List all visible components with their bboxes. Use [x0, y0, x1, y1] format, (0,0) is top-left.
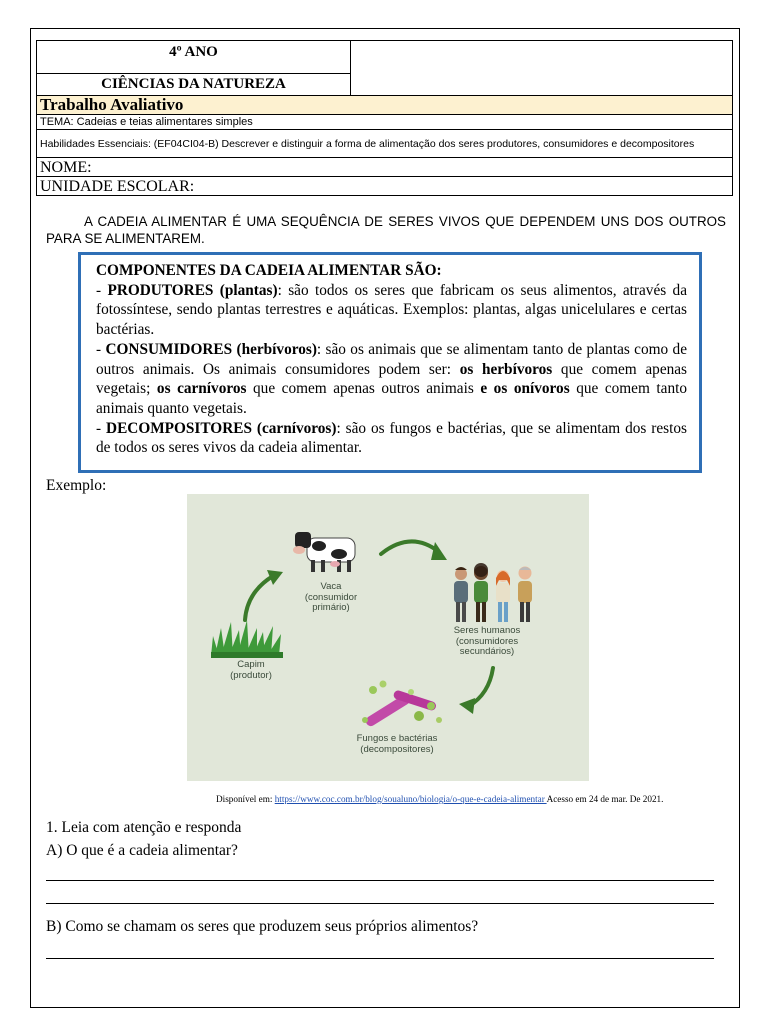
grass-icon: [211, 620, 283, 658]
decompositores-text: : são os fungos e bactérias, que se alimentam dos restos de todos os seres vivos da cadeia alimentar.: [96, 419, 687, 457]
grass-role: (produtor): [230, 669, 272, 681]
source-suffix: Acesso em 24 de mar. De 2021.: [546, 794, 664, 804]
carnivoros-label: os carnívoros: [156, 380, 247, 398]
header-blank-cell: [351, 41, 733, 96]
fungi-role: (decompositores): [360, 743, 434, 755]
answer-line-a-1[interactable]: [46, 880, 714, 881]
source-link[interactable]: https://www.coc.com.br/blog/soualuno/biologia/o-que-e-cadeia-alimentar: [274, 794, 547, 804]
question-a: A) O que é a cadeia alimentar?: [46, 842, 238, 859]
name-field[interactable]: [37, 158, 733, 177]
cow-name: Vaca: [320, 581, 342, 592]
question-b: B) Como se chamam os seres que produzem seus próprios alimentos?: [46, 918, 479, 935]
carnivoros-text: que comem apenas outros animais: [246, 380, 481, 398]
question-1-heading: 1. Leia com atenção e responda: [46, 819, 242, 836]
grass-caption: [191, 660, 311, 681]
fungi-bacteria-icon: [362, 681, 442, 728]
humans-name: Seres humanos: [453, 625, 521, 636]
produtores-paragraph: - PRODUTORES (plantas): são todos os seres que fabricam os seus alimentos, através da fotossíntese, sendo plantas terrestres e aquáticas. Exemplos: plantas, algas unicelulares e certas bactérias.: [96, 281, 687, 339]
answer-line-a-2[interactable]: [46, 903, 714, 904]
school-unit-label: UNIDADE ESCOLAR:: [40, 177, 195, 195]
cow-role-line-2: primário): [312, 602, 350, 613]
subject-cell: [37, 74, 351, 96]
decompositores-paragraph: - DECOMPOSITORES (carnívoros): são os fungos e bactérias, que se alimentam dos restos de todos os seres vivos da cadeia alimentar.: [96, 419, 687, 457]
food-chain-figure: [187, 494, 589, 781]
tema-cell: [37, 115, 733, 130]
grade: 4º ANO: [169, 44, 218, 60]
cow-role-line-1: (consumidor: [304, 591, 358, 603]
decompositores-label: DECOMPOSITORES (carnívoros): [106, 419, 337, 437]
arrow-cow-to-humans-icon: [381, 541, 439, 554]
components-title: COMPONENTES DA CADEIA ALIMENTAR SÃO:: [96, 262, 442, 279]
cow-caption: [271, 582, 391, 614]
source-prefix: Disponível em:: [216, 794, 275, 804]
intro-paragraph: A CADEIA ALIMENTAR É UMA SEQUÊNCIA DE SERES VIVOS QUE DEPENDEM UNS DOS OUTROS PARA SE ALIMENTAREM.: [46, 214, 726, 246]
skills-cell: [37, 130, 733, 158]
school-unit-field[interactable]: [37, 177, 733, 196]
components-box: [78, 252, 702, 473]
grass-name: Capim: [237, 659, 265, 670]
consumidores-text: : são os animais que se alimentam tanto de plantas como de outros animais. Os animais consumidores podem ser:: [96, 340, 687, 378]
herbivoros-text: que comem apenas vegetais;: [96, 360, 688, 398]
header-table: [36, 40, 733, 196]
consumidores-label: CONSUMIDORES (herbívoros): [105, 340, 317, 358]
onivoros-text: que comem tanto animais quanto vegetais.: [96, 380, 688, 417]
herbivoros-label: os herbívoros: [459, 360, 553, 378]
humans-role-line-1: (consumidores: [455, 635, 519, 647]
humans-icon: [454, 563, 532, 622]
cow-icon: [293, 532, 355, 572]
subject: CIÊNCIAS DA NATUREZA: [101, 76, 286, 92]
arrow-grass-to-cow-icon: [245, 576, 273, 620]
onivoros-label: e os onívoros: [480, 380, 570, 398]
source-citation: [216, 794, 663, 804]
answer-line-b-1[interactable]: [46, 958, 714, 959]
name-label: NOME:: [40, 158, 92, 176]
fungi-name: Fungos e bactérias: [356, 733, 438, 744]
skills: Habilidades Essenciais: (EF04CI04-B) Descrever e distinguir a forma de alimentação dos seres produtores, consumidores e decompositores: [40, 137, 695, 150]
tema: TEMA: Cadeias e teias alimentares simples: [40, 115, 253, 128]
humans-role-line-2: secundários): [459, 646, 515, 657]
title-cell: [37, 96, 733, 115]
example-label: Exemplo:: [46, 477, 107, 494]
humans-caption: [427, 626, 547, 658]
document-title: Trabalho Avaliativo: [40, 95, 184, 114]
fungi-caption: [337, 734, 457, 755]
produtores-label: PRODUTORES (plantas): [107, 281, 278, 299]
produtores-text: : são todos os seres que fabricam os seus alimentos, através da fotossíntese, sendo plantas terrestres e aquáticas. Exemplos: plantas, algas unicelulares e certas bactérias.: [96, 281, 687, 339]
consumidores-paragraph: - CONSUMIDORES (herbívoros): são os animais que se alimentam tanto de plantas como de outros animais. Os animais consumidores podem ser: os herbívoros que comem apenas vegetais; os carnívoros que comem apenas outros animais e os onívoros que comem tanto animais quanto vegetais.: [96, 340, 688, 417]
grade-cell: [37, 41, 351, 74]
